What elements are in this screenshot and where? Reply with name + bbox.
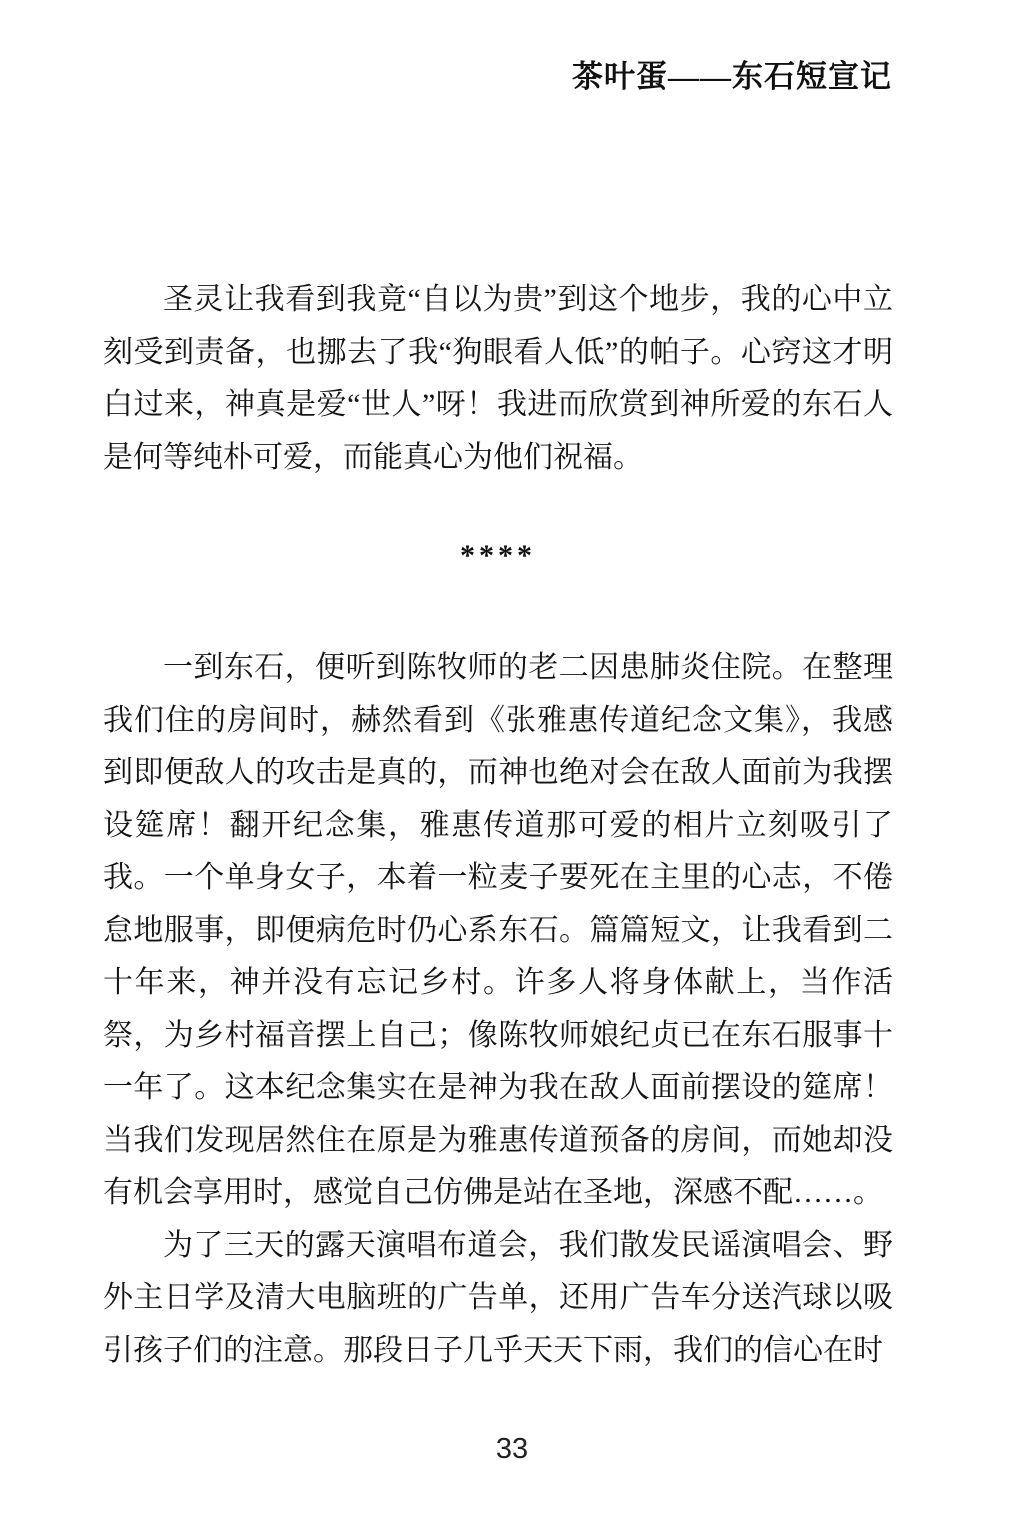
book-page <box>0 56 1024 1528</box>
page-number: 33 <box>495 1433 529 1465</box>
body-paragraph: 为了三天的露天演唱布道会，我们散发民谣演唱会、野外主日学及清大电脑班的广告单，还用广告车分送汽球以吸引孩子们的注意。那段日子几乎天天下雨，我们的信心在时 <box>103 1228 893 1367</box>
body-paragraph: 一到东石，便听到陈牧师的老二因患肺炎住院。在整理我们住的房间时，赫然看到《张雅惠传道纪念文集》，我感到即便敌人的攻击是真的，而神也绝对会在敌人面前为我摆设筵席！翻开纪念集，雅惠传道那可爱的相片立刻吸引了我。一个单身女子，本着一粒麦子要死在主里的心志，不倦怠地服事，即便病危时仍心系东石。篇篇短文，让我看到二十年来，神并没有忘记乡村。许多人将身体献上，当作活祭，为乡村福音摆上自己；像陈牧师娘纪贞已在东石服事十一年了。这本纪念集实在是神为我在敌人面前摆设的筵席！当我们发现居然住在原是为雅惠传道预备的房间，而她却没有机会享用时，感觉自己仿佛是站在圣地，深感不配……。 <box>103 651 893 1209</box>
section-separator: **** <box>460 539 536 572</box>
body-text <box>103 274 893 1377</box>
body-paragraph: 圣灵让我看到我竟“自以为贵”到这个地步，我的心中立刻受到责备，也挪去了我“狗眼看人低”的帕子。心窍这才明白过来，神真是爱“世人”呀！我进而欣赏到神所爱的东石人是何等纯朴可爱，而能真心为他们祝福。 <box>103 283 893 474</box>
running-header-title: 茶叶蛋——东石短宣记 <box>572 59 892 94</box>
